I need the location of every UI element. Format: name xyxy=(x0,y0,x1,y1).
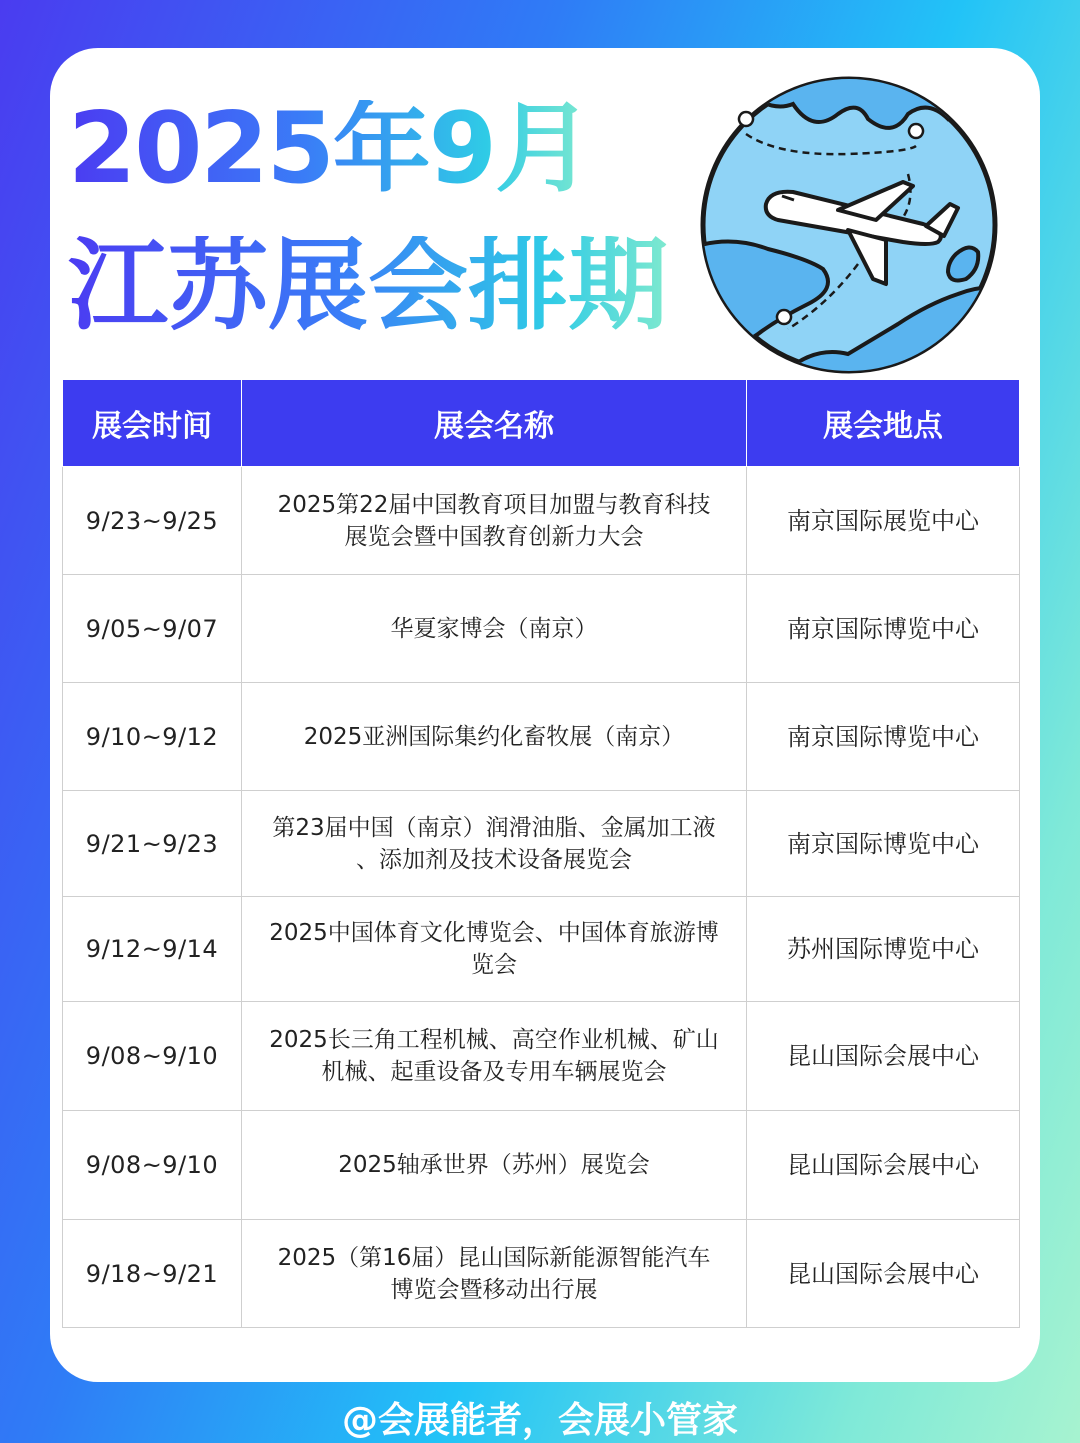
row-venue: 昆山国际会展中心 xyxy=(747,1111,1020,1220)
globe-airplane-icon xyxy=(698,74,1000,376)
header-name: 展会名称 xyxy=(242,380,747,467)
row-venue: 昆山国际会展中心 xyxy=(747,1220,1020,1328)
row-venue: 南京国际博览中心 xyxy=(747,791,1020,897)
footer-handle: @会展能者，会展小管家 xyxy=(341,1400,738,1441)
table-row xyxy=(63,1220,1020,1328)
row-name: 2025长三角工程机械、高空作业机械、矿山 机械、起重设备及专用车辆展览会 xyxy=(242,1002,747,1111)
row-venue: 南京国际博览中心 xyxy=(747,575,1020,683)
table-row xyxy=(63,791,1020,897)
row-name: 2025第22届中国教育项目加盟与教育科技 展览会暨中国教育创新力大会 xyxy=(242,467,747,575)
header-date: 展会时间 xyxy=(63,380,242,467)
row-date: 9/18~9/21 xyxy=(63,1220,242,1328)
table-row xyxy=(63,575,1020,683)
row-date: 9/10~9/12 xyxy=(63,683,242,791)
row-date: 9/05~9/07 xyxy=(63,575,242,683)
table-row xyxy=(63,683,1020,791)
row-name: 第23届中国（南京）润滑油脂、金属加工液 、添加剂及技术设备展览会 xyxy=(242,791,747,897)
table-row xyxy=(63,897,1020,1002)
header-venue: 展会地点 xyxy=(747,380,1020,467)
title-line-1: 2025年9月 xyxy=(68,92,591,206)
title-line-2: 江苏展会排期 xyxy=(68,227,668,344)
row-date: 9/08~9/10 xyxy=(63,1111,242,1220)
row-name: 2025中国体育文化博览会、中国体育旅游博 览会 xyxy=(242,897,747,1002)
row-venue: 苏州国际博览中心 xyxy=(747,897,1020,1002)
row-venue: 南京国际博览中心 xyxy=(747,683,1020,791)
row-venue: 昆山国际会展中心 xyxy=(747,1002,1020,1111)
row-name: 华夏家博会（南京） xyxy=(242,575,747,683)
row-name: 2025亚洲国际集约化畜牧展（南京） xyxy=(242,683,747,791)
table-row xyxy=(63,1002,1020,1111)
row-date: 9/21~9/23 xyxy=(63,791,242,897)
table-header-row xyxy=(63,380,1020,467)
row-name: 2025轴承世界（苏州）展览会 xyxy=(242,1111,747,1220)
row-date: 9/23~9/25 xyxy=(63,467,242,575)
exhibition-table xyxy=(62,379,1020,1328)
table-row xyxy=(63,1111,1020,1220)
row-date: 9/12~9/14 xyxy=(63,897,242,1002)
row-date: 9/08~9/10 xyxy=(63,1002,242,1111)
row-name: 2025（第16届）昆山国际新能源智能汽车 博览会暨移动出行展 xyxy=(242,1220,747,1328)
table-row xyxy=(63,467,1020,575)
row-venue: 南京国际展览中心 xyxy=(747,467,1020,575)
